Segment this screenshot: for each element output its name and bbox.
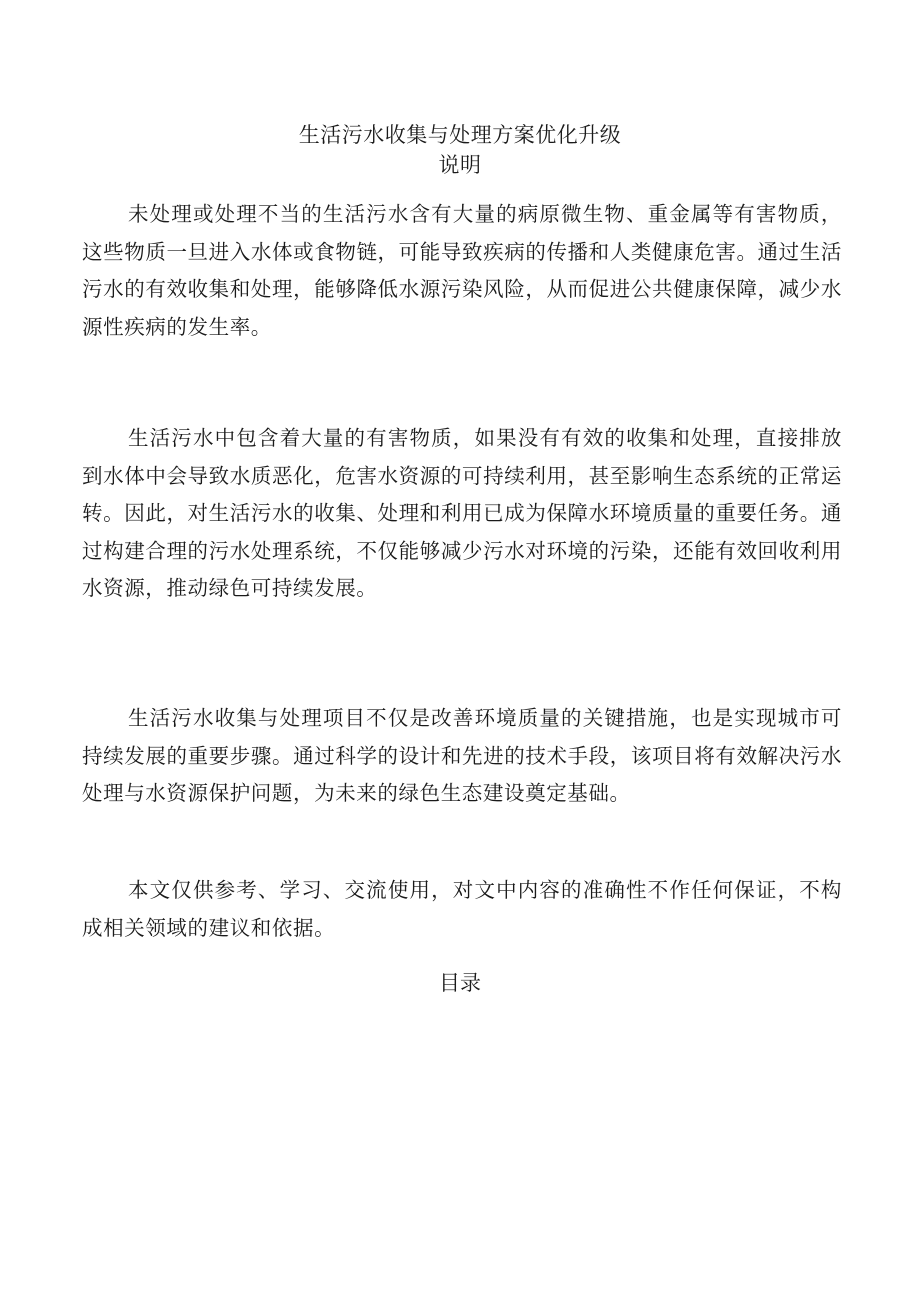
paragraph-3: 生活污水收集与处理项目不仅是改善环境质量的关键措施，也是实现城市可持续发展的重要步骤。通过科学的设计和先进的技术手段，该项目将有效解决污水处理与水资源保护问题，为未来的绿色生态建设奠定基础。 — [82, 706, 842, 805]
paragraph-1: 未处理或处理不当的生活污水含有大量的病原微生物、重金属等有害物质，这些物质一旦进入水体或食物链，可能导致疾病的传播和人类健康危害。通过生活污水的有效收集和处理，能够降低水源污染风险，从而促进公共健康保障，减少水源性疾病的发生率。 — [82, 202, 842, 339]
document-title: 生活污水收集与处理方案优化升级 — [298, 123, 622, 147]
paragraph-2: 生活污水中包含着大量的有害物质，如果没有有效的收集和处理，直接排放到水体中会导致水质恶化，危害水资源的可持续利用，甚至影响生态系统的正常运转。因此，对生活污水的收集、处理和利用已成为保障水环境质量的重要任务。通过构建合理的污水处理系统，不仅能够减少污水对环境的污染，还能有效回收利用水资源，推动绿色可持续发展。 — [82, 426, 842, 600]
paragraph-4: 本文仅供参考、学习、交流使用，对文中内容的准确性不作任何保证，不构成相关领域的建议和依据。 — [82, 878, 842, 940]
document-subtitle: 说明 — [438, 153, 482, 177]
toc-heading: 目录 — [439, 971, 481, 995]
